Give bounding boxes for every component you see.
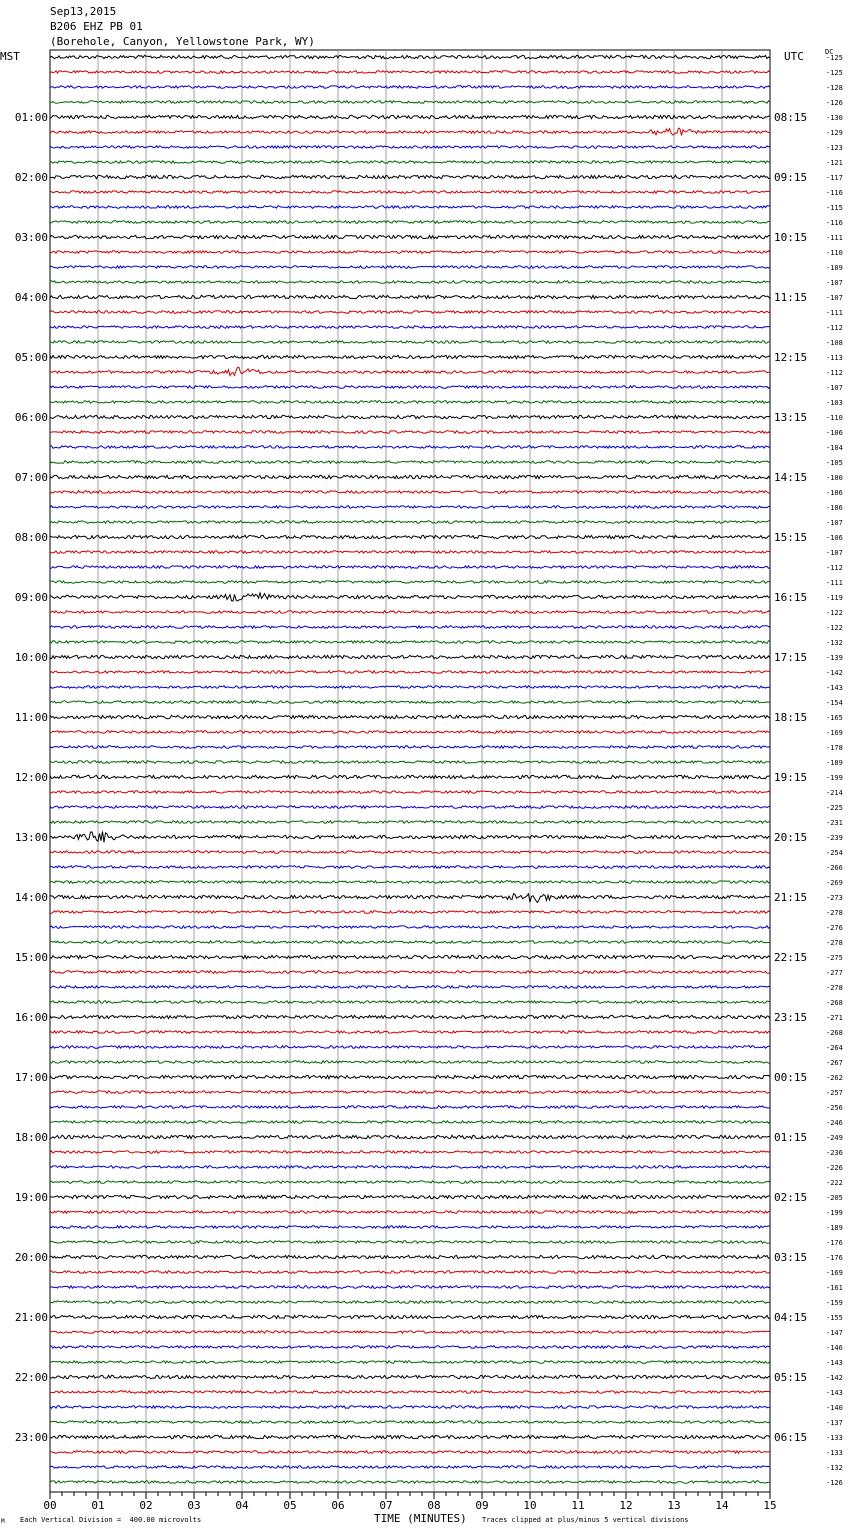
- seismic-trace: [50, 367, 770, 375]
- dc-offset-label: -155: [826, 1314, 843, 1322]
- chart-date: Sep13,2015: [50, 5, 117, 18]
- seismic-trace: [50, 806, 770, 809]
- x-tick-label: 02: [139, 1499, 153, 1512]
- dc-offset-label: -107: [826, 279, 843, 287]
- dc-offset-label: -143: [826, 684, 843, 692]
- dc-offset-label: -116: [826, 189, 843, 197]
- seismic-trace: [50, 926, 770, 929]
- seismic-trace: [50, 791, 770, 794]
- seismic-trace: [50, 1091, 770, 1094]
- x-tick-label: 14: [715, 1499, 729, 1512]
- local-timezone-label: MST: [0, 50, 20, 63]
- seismic-trace: [50, 1121, 770, 1124]
- utc-hour-label: 01:15: [774, 1131, 808, 1144]
- dc-offset-label: -278: [826, 909, 843, 917]
- seismic-trace: [50, 1435, 770, 1438]
- dc-offset-label: -115: [826, 204, 843, 212]
- seismic-trace: [50, 326, 770, 329]
- seismic-trace: [50, 941, 770, 944]
- utc-hour-label: 21:15: [774, 891, 808, 904]
- seismic-trace: [50, 191, 770, 194]
- seismic-trace: [50, 1301, 770, 1304]
- dc-offset-label: -239: [826, 834, 843, 842]
- local-hour-label: 20:00: [14, 1251, 48, 1264]
- dc-offset-label: -104: [826, 444, 843, 452]
- utc-hour-label: 16:15: [774, 591, 808, 604]
- seismic-trace: [50, 266, 770, 269]
- dc-offset-label: -268: [826, 999, 843, 1007]
- seismic-trace: [50, 611, 770, 614]
- local-hour-label: 02:00: [14, 171, 48, 184]
- seismic-trace: [50, 1331, 770, 1334]
- dc-offset-label: -147: [826, 1329, 843, 1337]
- x-tick-label: 04: [235, 1499, 249, 1512]
- seismic-trace: [50, 431, 770, 434]
- seismic-trace: [50, 851, 770, 854]
- dc-offset-label: -116: [826, 219, 843, 227]
- seismic-trace: [50, 311, 770, 314]
- dc-offset-label: -107: [826, 519, 843, 527]
- dc-offset-label: -256: [826, 1104, 843, 1112]
- dc-offset-label: -273: [826, 894, 843, 902]
- dc-offset-label: -112: [826, 369, 843, 377]
- dc-offset-label: -199: [826, 1209, 843, 1217]
- dc-offset-label: -278: [826, 939, 843, 947]
- seismic-trace: [50, 1061, 770, 1064]
- seismic-trace: [50, 1226, 770, 1229]
- local-hour-label: 08:00: [14, 531, 48, 544]
- seismic-trace: [50, 1015, 770, 1018]
- dc-offset-label: -225: [826, 804, 843, 812]
- footer-mark: M: [1, 1518, 5, 1525]
- seismic-trace: [50, 715, 770, 718]
- seismic-trace: [50, 971, 770, 974]
- utc-hour-label: 05:15: [774, 1371, 808, 1384]
- seismic-trace: [50, 1046, 770, 1049]
- dc-offset-label: -133: [826, 1434, 843, 1442]
- seismic-trace: [50, 101, 770, 104]
- dc-offset-label: -269: [826, 879, 843, 887]
- seismic-trace: [50, 355, 770, 358]
- seismic-trace: [50, 461, 770, 464]
- dc-offset-label: -169: [826, 1269, 843, 1277]
- dc-offset-label: -267: [826, 1059, 843, 1067]
- local-hour-label: 05:00: [14, 351, 48, 364]
- seismic-trace: [50, 626, 770, 629]
- local-hour-label: 23:00: [14, 1431, 48, 1444]
- dc-offset-label: -165: [826, 714, 843, 722]
- x-tick-label: 15: [763, 1499, 777, 1512]
- seismic-trace: [50, 986, 770, 989]
- dc-offset-label: -106: [826, 504, 843, 512]
- trace-group: [50, 55, 770, 1483]
- seismic-trace: [50, 251, 770, 254]
- seismic-trace: [50, 128, 770, 135]
- dc-offset-label: -143: [826, 1389, 843, 1397]
- dc-offset-label: -159: [826, 1299, 843, 1307]
- seismic-trace: [50, 1075, 770, 1078]
- seismic-trace: [50, 206, 770, 209]
- local-hour-label: 12:00: [14, 771, 48, 784]
- x-axis: [43, 1492, 776, 1512]
- seismic-trace: [50, 71, 770, 74]
- seismic-trace: [50, 491, 770, 494]
- local-hour-label: 09:00: [14, 591, 48, 604]
- dc-offset-label: -222: [826, 1179, 843, 1187]
- seismic-trace: [50, 401, 770, 404]
- seismic-trace: [50, 506, 770, 509]
- utc-hour-label: 10:15: [774, 231, 808, 244]
- seismic-trace: [50, 581, 770, 584]
- dc-offset-label: -110: [826, 414, 843, 422]
- dc-offset-label: -126: [826, 1479, 843, 1487]
- seismic-trace: [50, 1211, 770, 1214]
- seismic-trace: [50, 86, 770, 89]
- utc-hour-label: 18:15: [774, 711, 808, 724]
- utc-hour-label: 19:15: [774, 771, 808, 784]
- seismic-trace: [50, 1031, 770, 1034]
- seismic-trace: [50, 593, 770, 601]
- utc-hour-label: 06:15: [774, 1431, 808, 1444]
- seismic-trace: [50, 1255, 770, 1258]
- seismic-trace: [50, 731, 770, 734]
- x-tick-label: 13: [667, 1499, 681, 1512]
- dc-offset-label: -125: [826, 69, 843, 77]
- dc-offset-label: -169: [826, 729, 843, 737]
- dc-offset-label: -122: [826, 624, 843, 632]
- seismic-trace: [50, 1481, 770, 1484]
- seismic-trace: [50, 1106, 770, 1109]
- seismic-trace: [50, 161, 770, 164]
- local-hour-label: 07:00: [14, 471, 48, 484]
- seismic-trace: [50, 1151, 770, 1154]
- dc-offset-label: -176: [826, 1254, 843, 1262]
- dc-offset-label: -275: [826, 954, 843, 962]
- utc-hour-label: 00:15: [774, 1071, 808, 1084]
- utc-timezone-label: UTC: [784, 50, 804, 63]
- dc-offset-label: -254: [826, 849, 843, 857]
- dc-offset-label: -278: [826, 984, 843, 992]
- seismic-trace: [50, 1286, 770, 1289]
- dc-offset-label: -139: [826, 654, 843, 662]
- local-hour-label: 11:00: [14, 711, 48, 724]
- seismic-trace: [50, 686, 770, 689]
- dc-offset-label: -143: [826, 1359, 843, 1367]
- dc-offset-label: -266: [826, 864, 843, 872]
- utc-hour-label: 23:15: [774, 1011, 808, 1024]
- utc-hour-label: 14:15: [774, 471, 808, 484]
- dc-offset-label: -117: [826, 174, 843, 182]
- x-tick-label: 01: [91, 1499, 105, 1512]
- dc-offset-label: -126: [826, 99, 843, 107]
- utc-hour-label: 04:15: [774, 1311, 808, 1324]
- dc-offset-label: -129: [826, 129, 843, 137]
- seismic-trace: [50, 1361, 770, 1364]
- dc-offset-label: -214: [826, 789, 843, 797]
- seismic-trace: [50, 221, 770, 224]
- dc-offset-label: -137: [826, 1419, 843, 1427]
- x-tick-label: 09: [475, 1499, 489, 1512]
- dc-offset-label: -142: [826, 1374, 843, 1382]
- dc-offset-label: -108: [826, 339, 843, 347]
- utc-hour-label: 09:15: [774, 171, 808, 184]
- seismic-trace: [50, 911, 770, 914]
- dc-offset-label: -146: [826, 1344, 843, 1352]
- seismic-trace: [50, 281, 770, 284]
- dc-offset-label: -128: [826, 84, 843, 92]
- seismic-trace: [50, 415, 770, 418]
- dc-offset-label: -112: [826, 564, 843, 572]
- local-hour-label: 03:00: [14, 231, 48, 244]
- dc-offset-label: -277: [826, 969, 843, 977]
- seismic-trace: [50, 671, 770, 674]
- seismic-trace: [50, 1421, 770, 1424]
- seismic-trace: [50, 386, 770, 389]
- dc-offset-label: -236: [826, 1149, 843, 1157]
- x-tick-label: 03: [187, 1499, 201, 1512]
- seismic-trace: [50, 566, 770, 569]
- local-hour-label: 22:00: [14, 1371, 48, 1384]
- dc-offset-label: -249: [826, 1134, 843, 1142]
- seismic-trace: [50, 832, 770, 843]
- seismic-trace: [50, 1315, 770, 1318]
- local-hour-label: 01:00: [14, 111, 48, 124]
- dc-offset-label: -123: [826, 144, 843, 152]
- dc-offset-label: -189: [826, 759, 843, 767]
- x-tick-label: 07: [379, 1499, 393, 1512]
- dc-offset-label: -107: [826, 384, 843, 392]
- seismic-trace: [50, 866, 770, 869]
- seismic-trace: [50, 1166, 770, 1169]
- seismic-trace: [50, 1001, 770, 1004]
- utc-hour-label: 20:15: [774, 831, 808, 844]
- dc-offset-label: -112: [826, 324, 843, 332]
- seismic-trace: [50, 1346, 770, 1349]
- local-hour-label: 19:00: [14, 1191, 48, 1204]
- dc-offset-label: -205: [826, 1194, 843, 1202]
- dc-offset-label: -142: [826, 669, 843, 677]
- dc-offset-label: -231: [826, 819, 843, 827]
- x-tick-label: 10: [523, 1499, 537, 1512]
- utc-hour-label: 03:15: [774, 1251, 808, 1264]
- utc-hour-label: 15:15: [774, 531, 808, 544]
- seismic-trace: [50, 551, 770, 554]
- dc-offset-label: -132: [826, 639, 843, 647]
- seismic-trace: [50, 55, 770, 58]
- utc-hour-label: 17:15: [774, 651, 808, 664]
- seismic-trace: [50, 1451, 770, 1454]
- dc-offset-label: -106: [826, 534, 843, 542]
- dc-offset-label: -199: [826, 774, 843, 782]
- seismic-trace: [50, 175, 770, 178]
- station-code: B206 EHZ PB 01: [50, 20, 143, 33]
- dc-offset-label: -111: [826, 309, 843, 317]
- dc-offset-label: -246: [826, 1119, 843, 1127]
- dc-offset-label: -140: [826, 1404, 843, 1412]
- seismic-trace: [50, 446, 770, 449]
- dc-offset-label: -154: [826, 699, 843, 707]
- utc-hour-label: 12:15: [774, 351, 808, 364]
- dc-offset-label: -106: [826, 489, 843, 497]
- seismic-trace: [50, 475, 770, 478]
- seismic-trace: [50, 641, 770, 644]
- seismic-trace: [50, 235, 770, 238]
- dc-offset-label: -107: [826, 294, 843, 302]
- dc-offset-label: -130: [826, 114, 843, 122]
- dc-offset-label: -189: [826, 1224, 843, 1232]
- seismic-trace: [50, 1466, 770, 1469]
- dc-offset-label: -264: [826, 1044, 843, 1052]
- seismic-trace: [50, 295, 770, 298]
- seismic-trace: [50, 1135, 770, 1138]
- dc-offset-label: -132: [826, 1464, 843, 1472]
- local-hour-label: 14:00: [14, 891, 48, 904]
- dc-offset-label: -178: [826, 744, 843, 752]
- dc-offset-label: -106: [826, 429, 843, 437]
- dc-offset-label: -109: [826, 264, 843, 272]
- local-hour-label: 21:00: [14, 1311, 48, 1324]
- x-tick-label: 00: [43, 1499, 57, 1512]
- utc-hour-label: 11:15: [774, 291, 808, 304]
- seismic-trace: [50, 894, 770, 903]
- dc-offset-label: -110: [826, 249, 843, 257]
- seismic-trace: [50, 1271, 770, 1274]
- local-hour-label: 18:00: [14, 1131, 48, 1144]
- local-hour-label: 06:00: [14, 411, 48, 424]
- dc-offset-label: -105: [826, 459, 843, 467]
- seismic-trace: [50, 761, 770, 764]
- dc-offset-label: -111: [826, 234, 843, 242]
- dc-offset-label: -226: [826, 1164, 843, 1172]
- x-tick-label: 06: [331, 1499, 345, 1512]
- x-tick-label: 12: [619, 1499, 633, 1512]
- dc-offset-label: -121: [826, 159, 843, 167]
- dc-offset-label: -176: [826, 1239, 843, 1247]
- seismic-trace: [50, 341, 770, 344]
- local-hour-label: 10:00: [14, 651, 48, 664]
- clip-note: Traces clipped at plus/minus 5 vertical divisions: [482, 1516, 689, 1524]
- seismic-trace: [50, 1195, 770, 1198]
- local-hour-label: 15:00: [14, 951, 48, 964]
- dc-offset-label: -107: [826, 549, 843, 557]
- seismic-trace: [50, 821, 770, 824]
- x-axis-title: TIME (MINUTES): [374, 1512, 467, 1525]
- utc-hour-label: 13:15: [774, 411, 808, 424]
- dc-offset-label: -271: [826, 1014, 843, 1022]
- x-tick-label: 08: [427, 1499, 441, 1512]
- dc-offset-label: -133: [826, 1449, 843, 1457]
- dc-offset-label: -100: [826, 474, 843, 482]
- station-location: (Borehole, Canyon, Yellowstone Park, WY): [50, 35, 315, 48]
- local-hour-label: 16:00: [14, 1011, 48, 1024]
- seismic-trace: [50, 146, 770, 149]
- dc-offset-label: -257: [826, 1089, 843, 1097]
- seismic-trace: [50, 1181, 770, 1184]
- dc-offset-label: -103: [826, 399, 843, 407]
- seismic-trace: [50, 1375, 770, 1378]
- seismic-trace: [50, 746, 770, 749]
- x-tick-label: 11: [571, 1499, 585, 1512]
- seismic-trace: [50, 535, 770, 538]
- seismic-trace: [50, 521, 770, 524]
- dc-offset-label: -161: [826, 1284, 843, 1292]
- local-hour-label: 04:00: [14, 291, 48, 304]
- seismic-trace: [50, 1241, 770, 1244]
- dc-offset-label: -111: [826, 579, 843, 587]
- seismic-trace: [50, 955, 770, 958]
- dc-offset-header: DC: [825, 48, 834, 56]
- seismic-trace: [50, 701, 770, 704]
- seismic-trace: [50, 1406, 770, 1409]
- x-tick-label: 05: [283, 1499, 297, 1512]
- utc-hour-label: 02:15: [774, 1191, 808, 1204]
- dc-offset-label: -113: [826, 354, 843, 362]
- dc-offset-label: -125: [826, 54, 843, 62]
- dc-offset-label: -122: [826, 609, 843, 617]
- local-hour-label: 13:00: [14, 831, 48, 844]
- seismic-trace: [50, 115, 770, 118]
- scale-note: Each Vertical Division = 400.00 microvolts: [20, 1516, 202, 1524]
- dc-offset-label: -276: [826, 924, 843, 932]
- local-hour-label: 17:00: [14, 1071, 48, 1084]
- seismic-trace: [50, 1391, 770, 1394]
- seismic-trace: [50, 881, 770, 884]
- utc-hour-label: 08:15: [774, 111, 808, 124]
- dc-offset-label: -119: [826, 594, 843, 602]
- dc-offset-label: -262: [826, 1074, 843, 1082]
- dc-offset-label: -268: [826, 1029, 843, 1037]
- seismic-trace: [50, 655, 770, 658]
- seismic-trace: [50, 775, 770, 778]
- utc-hour-label: 22:15: [774, 951, 808, 964]
